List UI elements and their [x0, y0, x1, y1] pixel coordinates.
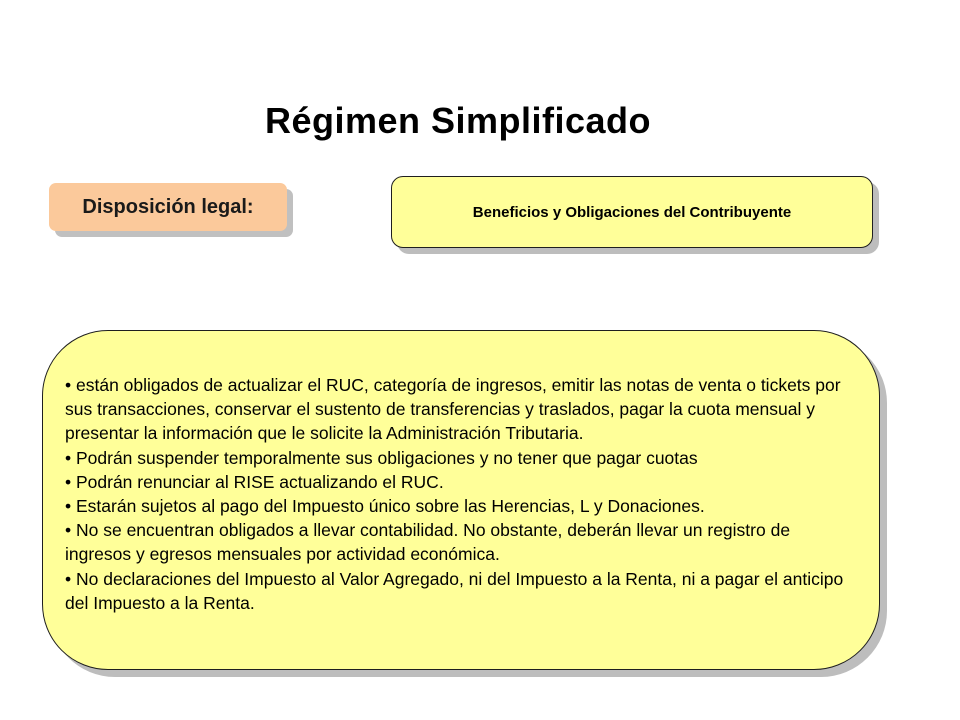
bullet-item-accounting: • No se encuentran obligados a llevar contabilidad. No obstante, deberán llevar un registro de ingresos y egresos mensuales por actividad económica.: [65, 520, 791, 565]
bullet-item-renounce: • Podrán renunciar al RISE actualizando el RUC.: [65, 471, 444, 492]
bullet-item-inheritance-tax: • Estarán sujetos al pago del Impuesto único sobre las Herencias, L y Donaciones.: [65, 496, 705, 517]
page-title: Régimen Simplificado: [264, 100, 652, 141]
bullet-list: [65, 373, 849, 615]
benefits-heading-box: [391, 176, 873, 248]
benefits-heading: Beneficios y Obligaciones del Contribuyente: [472, 203, 792, 221]
legal-disposition-badge: [49, 183, 287, 231]
bullet-item-suspend: • Podrán suspender temporalmente sus obligaciones y no tener que pagar cuotas: [65, 447, 698, 468]
bullet-item-obligations: • están obligados de actualizar el RUC, categoría de ingresos, emitir las notas de venta o tickets por sus transacciones, conservar el sustento de transferencias y traslados, pagar la cuota mensual y presentar la información que le solicite la Administración Tributaria.: [65, 375, 841, 444]
legal-disposition-label: Disposición legal:: [82, 195, 254, 218]
bullet-item-declarations: • No declaraciones del Impuesto al Valor Agregado, ni del Impuesto a la Renta, ni a pagar el anticipo del Impuesto a la Renta.: [65, 568, 844, 613]
content-box: [42, 330, 880, 670]
